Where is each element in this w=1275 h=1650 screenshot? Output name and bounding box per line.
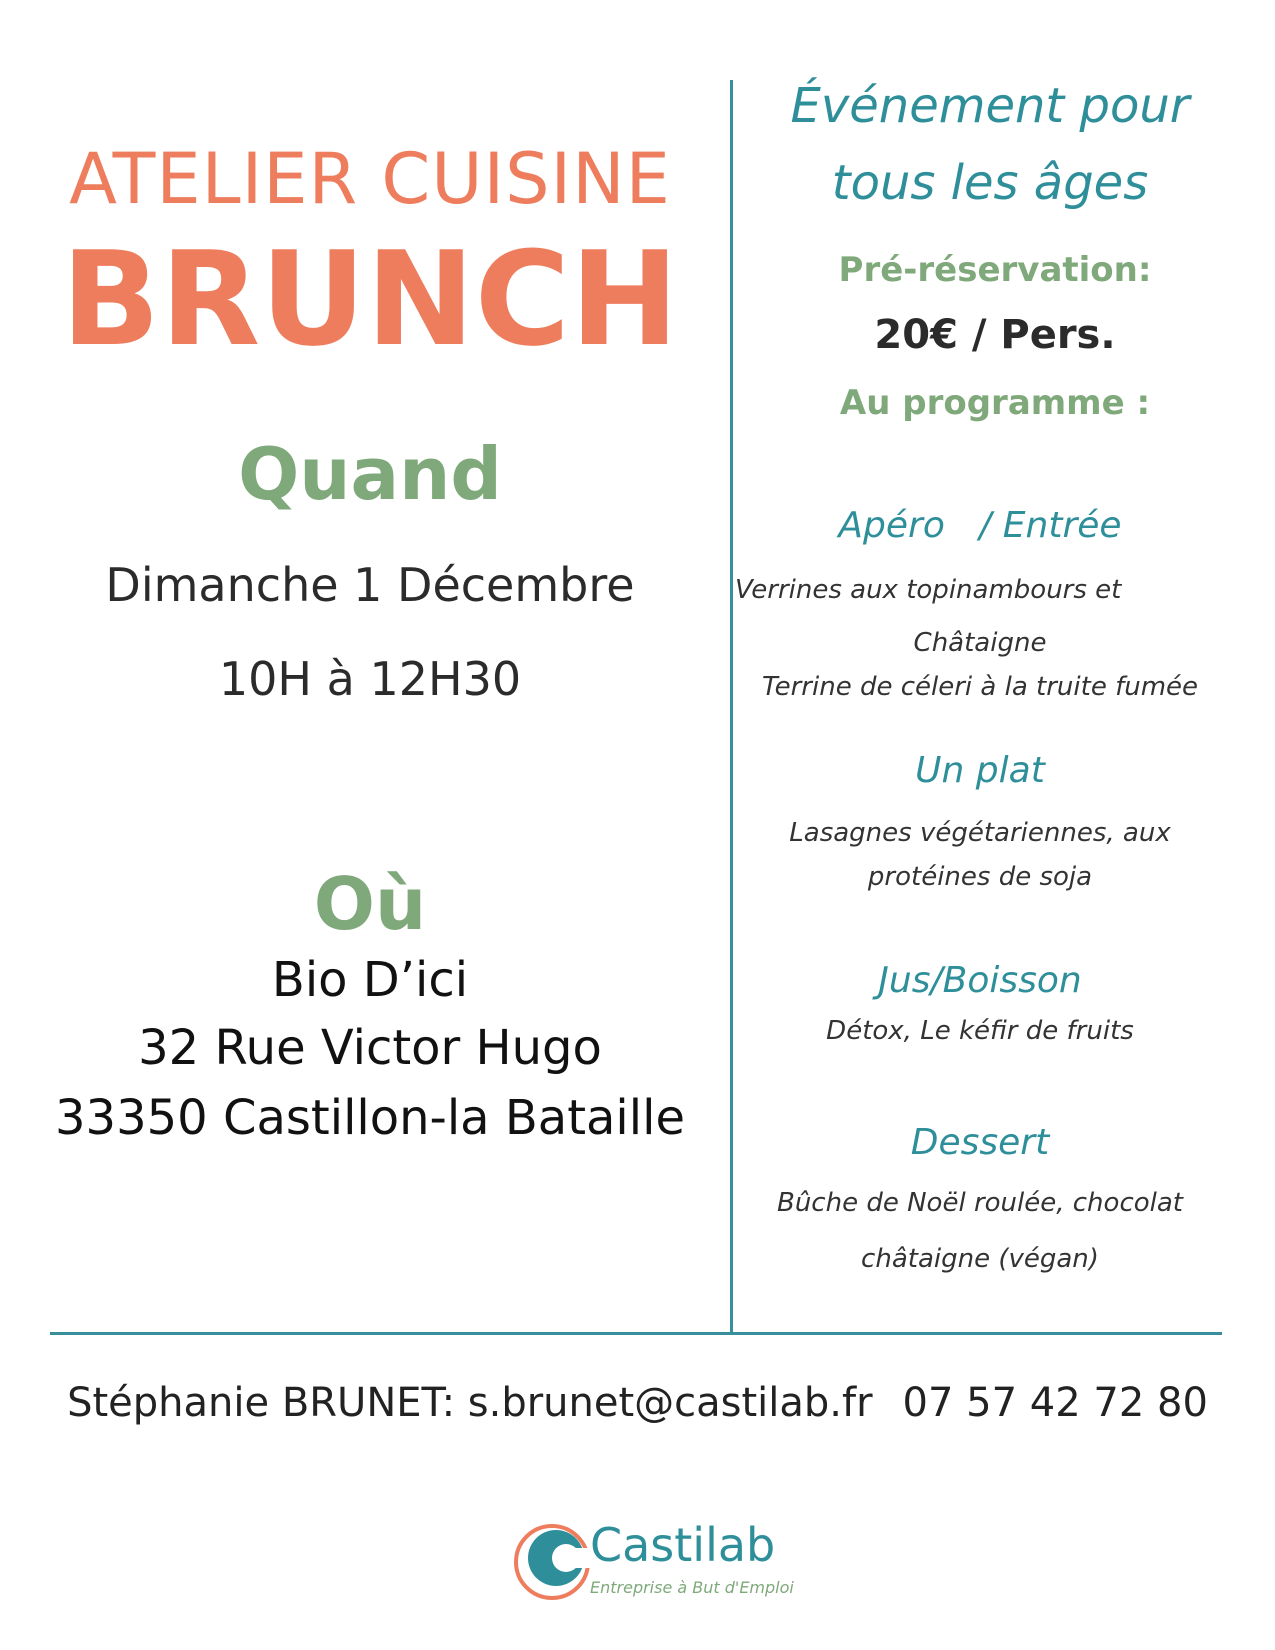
program-label: Au programme :: [839, 383, 1151, 423]
contact-email[interactable]: Stéphanie BRUNET: s.brunet@castilab.fr: [67, 1380, 873, 1426]
menu-heading-plat: Un plat: [915, 750, 1045, 791]
menu-item-plat-1: Lasagnes végétariennes, aux: [789, 818, 1171, 848]
logo-tagline: Entreprise à But d'Emploi: [590, 1578, 794, 1597]
menu-heading-dessert: Dessert: [910, 1122, 1050, 1163]
price: 20€ / Pers.: [874, 312, 1116, 358]
event-time: 10H à 12H30: [218, 652, 522, 706]
menu-heading-jus: Jus/Boisson: [878, 960, 1082, 1001]
when-heading: Quand: [238, 432, 502, 516]
event-audience-line1: Événement pour: [790, 78, 1190, 134]
prereservation-label: Pré-réservation:: [838, 250, 1152, 290]
where-heading: Où: [313, 862, 427, 946]
menu-item-apero-3: Terrine de céleri à la truite fumée: [761, 672, 1199, 702]
contact-phone[interactable]: 07 57 42 72 80: [902, 1380, 1208, 1426]
menu-item-plat-2: protéines de soja: [867, 862, 1093, 892]
logo-name: Castilab: [590, 1518, 776, 1572]
event-date: Dimanche 1 Décembre: [105, 558, 635, 612]
title-line1: ATELIER CUISINE: [69, 138, 671, 220]
vertical-divider: [730, 80, 733, 1332]
horizontal-divider: [50, 1332, 1222, 1335]
menu-item-apero-2: Châtaigne: [913, 628, 1047, 658]
title-line2: BRUNCH: [61, 223, 679, 375]
menu-item-dessert-1: Bûche de Noël roulée, chocolat: [776, 1188, 1183, 1218]
menu-item-apero-1: Verrines aux topinambours et: [735, 575, 1122, 605]
address-city: 33350 Castillon-la Bataille: [55, 1090, 685, 1146]
menu-heading-apero: Apéro / Entrée: [838, 505, 1122, 546]
menu-item-dessert-2: châtaigne (végan): [861, 1244, 1099, 1274]
menu-item-jus-1: Détox, Le kéfir de fruits: [826, 1016, 1134, 1046]
event-audience-line2: tous les âges: [831, 155, 1149, 211]
address-street: 32 Rue Victor Hugo: [138, 1020, 602, 1076]
address-venue: Bio D’ici: [271, 952, 469, 1008]
contact-line: [0, 1380, 1275, 1426]
